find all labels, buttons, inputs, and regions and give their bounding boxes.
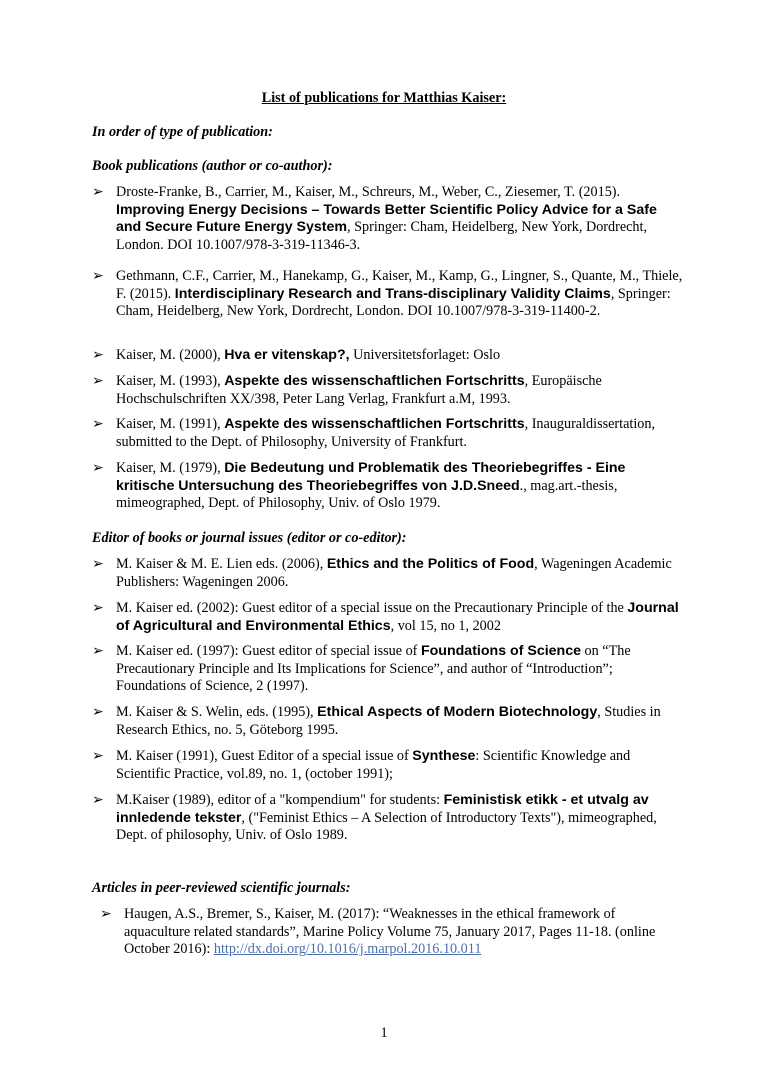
arrow-bullet-icon: ➢: [92, 347, 104, 363]
editor-item: ➢ M. Kaiser & M. E. Lien eds. (2006), Ethics and the Politics of Food, Wageningen Academic Publishers: Wageningen 2006.: [92, 556, 672, 590]
book-item: ➢ Gethmann, C.F., Carrier, M., Hanekamp, G., Kaiser, M., Kamp, G., Lingner, S., Quante, M., Thiele, F. (2015). Interdisciplinary Research and Trans-disciplinary Validity Claims, Springer: Cham, Heidelberg, New York, Dordrecht, London. DOI 10.1007/978-3-319-11400-2.: [92, 268, 683, 320]
book-item: ➢ Kaiser, M. (1991), Aspekte des wissenschaftlichen Fortschritts, Inauguraldissertation, submitted to the Dept. of Philosophy, University of Frankfurt.: [92, 416, 656, 450]
arrow-bullet-icon: ➢: [92, 373, 104, 389]
article-item: ➢ Haugen, A.S., Bremer, S., Kaiser, M. (2017): “Weaknesses in the ethical framework of aquaculture related standards”, Marine Policy Volume 75, January 2017, Pages 11-18. (online October 2016): http://dx.doi.org/10.1016/j.marpol.2016.10.011: [100, 906, 656, 958]
page-number: 1: [380, 1025, 388, 1041]
editor-item: ➢ M. Kaiser & S. Welin, eds. (1995), Ethical Aspects of Modern Biotechnology, Studies in Research Ethics, no. 5, Göteborg 1995.: [92, 704, 661, 738]
books-heading: Book publications (author or co-author):: [92, 158, 333, 174]
articles-heading: Articles in peer-reviewed scientific journals:: [92, 880, 351, 896]
order-heading: In order of type of publication:: [92, 124, 273, 140]
arrow-bullet-icon: ➢: [92, 748, 104, 764]
editor-item: ➢ M. Kaiser ed. (1997): Guest editor of special issue of Foundations of Science on “The Precautionary Principle and Its Implications for Science”, and author of “Introduction”; Foundations of Science, 2 (1997).: [92, 643, 631, 695]
doi-link[interactable]: http://dx.doi.org/10.1016/j.marpol.2016.10.011: [213, 941, 482, 958]
editor-heading: Editor of books or journal issues (editor or co-editor):: [92, 530, 407, 546]
arrow-bullet-icon: ➢: [92, 184, 104, 200]
book-item: ➢ Droste-Franke, B., Carrier, M., Kaiser, M., Schreurs, M., Weber, C., Ziesemer, T. (2015). Improving Energy Decisions – Towards Better Scientific Policy Advice for a Safe and Secure Future Energy System, Springer: Cham, Heidelberg, New York, Dordrecht, London. DOI 10.1007/978-3-319-11346-3.: [92, 184, 657, 253]
editor-item: ➢ M.Kaiser (1989), editor of a "kompendium" for students: Feministisk etikk - et utvalg av innledende tekster, ("Feminist Ethics – A Selection of Introductory Texts"), mimeographed, Dept. of philosophy, Univ. of Oslo 1989.: [92, 792, 657, 844]
arrow-bullet-icon: ➢: [92, 416, 104, 432]
book-item: ➢ Kaiser, M. (2000), Hva er vitenskap?, Universitetsforlaget: Oslo: [92, 347, 501, 363]
arrow-bullet-icon: ➢: [100, 906, 112, 922]
arrow-bullet-icon: ➢: [92, 792, 104, 808]
arrow-bullet-icon: ➢: [92, 268, 104, 284]
book-item: ➢ Kaiser, M. (1979), Die Bedeutung und Problematik des Theoriebegriffes - Eine kritische Untersuchung des Theoriebegriffes von J.D.Sneed., mag.art.-thesis, mimeographed, Dept. of Philosophy, Univ. of Oslo 1979.: [92, 460, 626, 512]
book-item: ➢ Kaiser, M. (1993), Aspekte des wissenschaftlichen Fortschritts, Europäische Hochschulschriften XX/398, Peter Lang Verlag, Frankfurt a.M, 1993.: [92, 373, 602, 407]
arrow-bullet-icon: ➢: [92, 643, 104, 659]
editor-item: ➢ M. Kaiser (1991), Guest Editor of a special issue of Synthese: Scientific Knowledge and Scientific Practice, vol.89, no. 1, (october 1991);: [92, 748, 631, 782]
page-title: List of publications for Matthias Kaiser:: [261, 90, 507, 106]
arrow-bullet-icon: ➢: [92, 704, 104, 720]
arrow-bullet-icon: ➢: [92, 460, 104, 476]
editor-item: ➢ M. Kaiser ed. (2002): Guest editor of a special issue on the Precautionary Principle of the Journal of Agricultural and Environmental Ethics, vol 15, no 1, 2002: [92, 600, 679, 634]
arrow-bullet-icon: ➢: [92, 556, 104, 572]
arrow-bullet-icon: ➢: [92, 600, 104, 616]
